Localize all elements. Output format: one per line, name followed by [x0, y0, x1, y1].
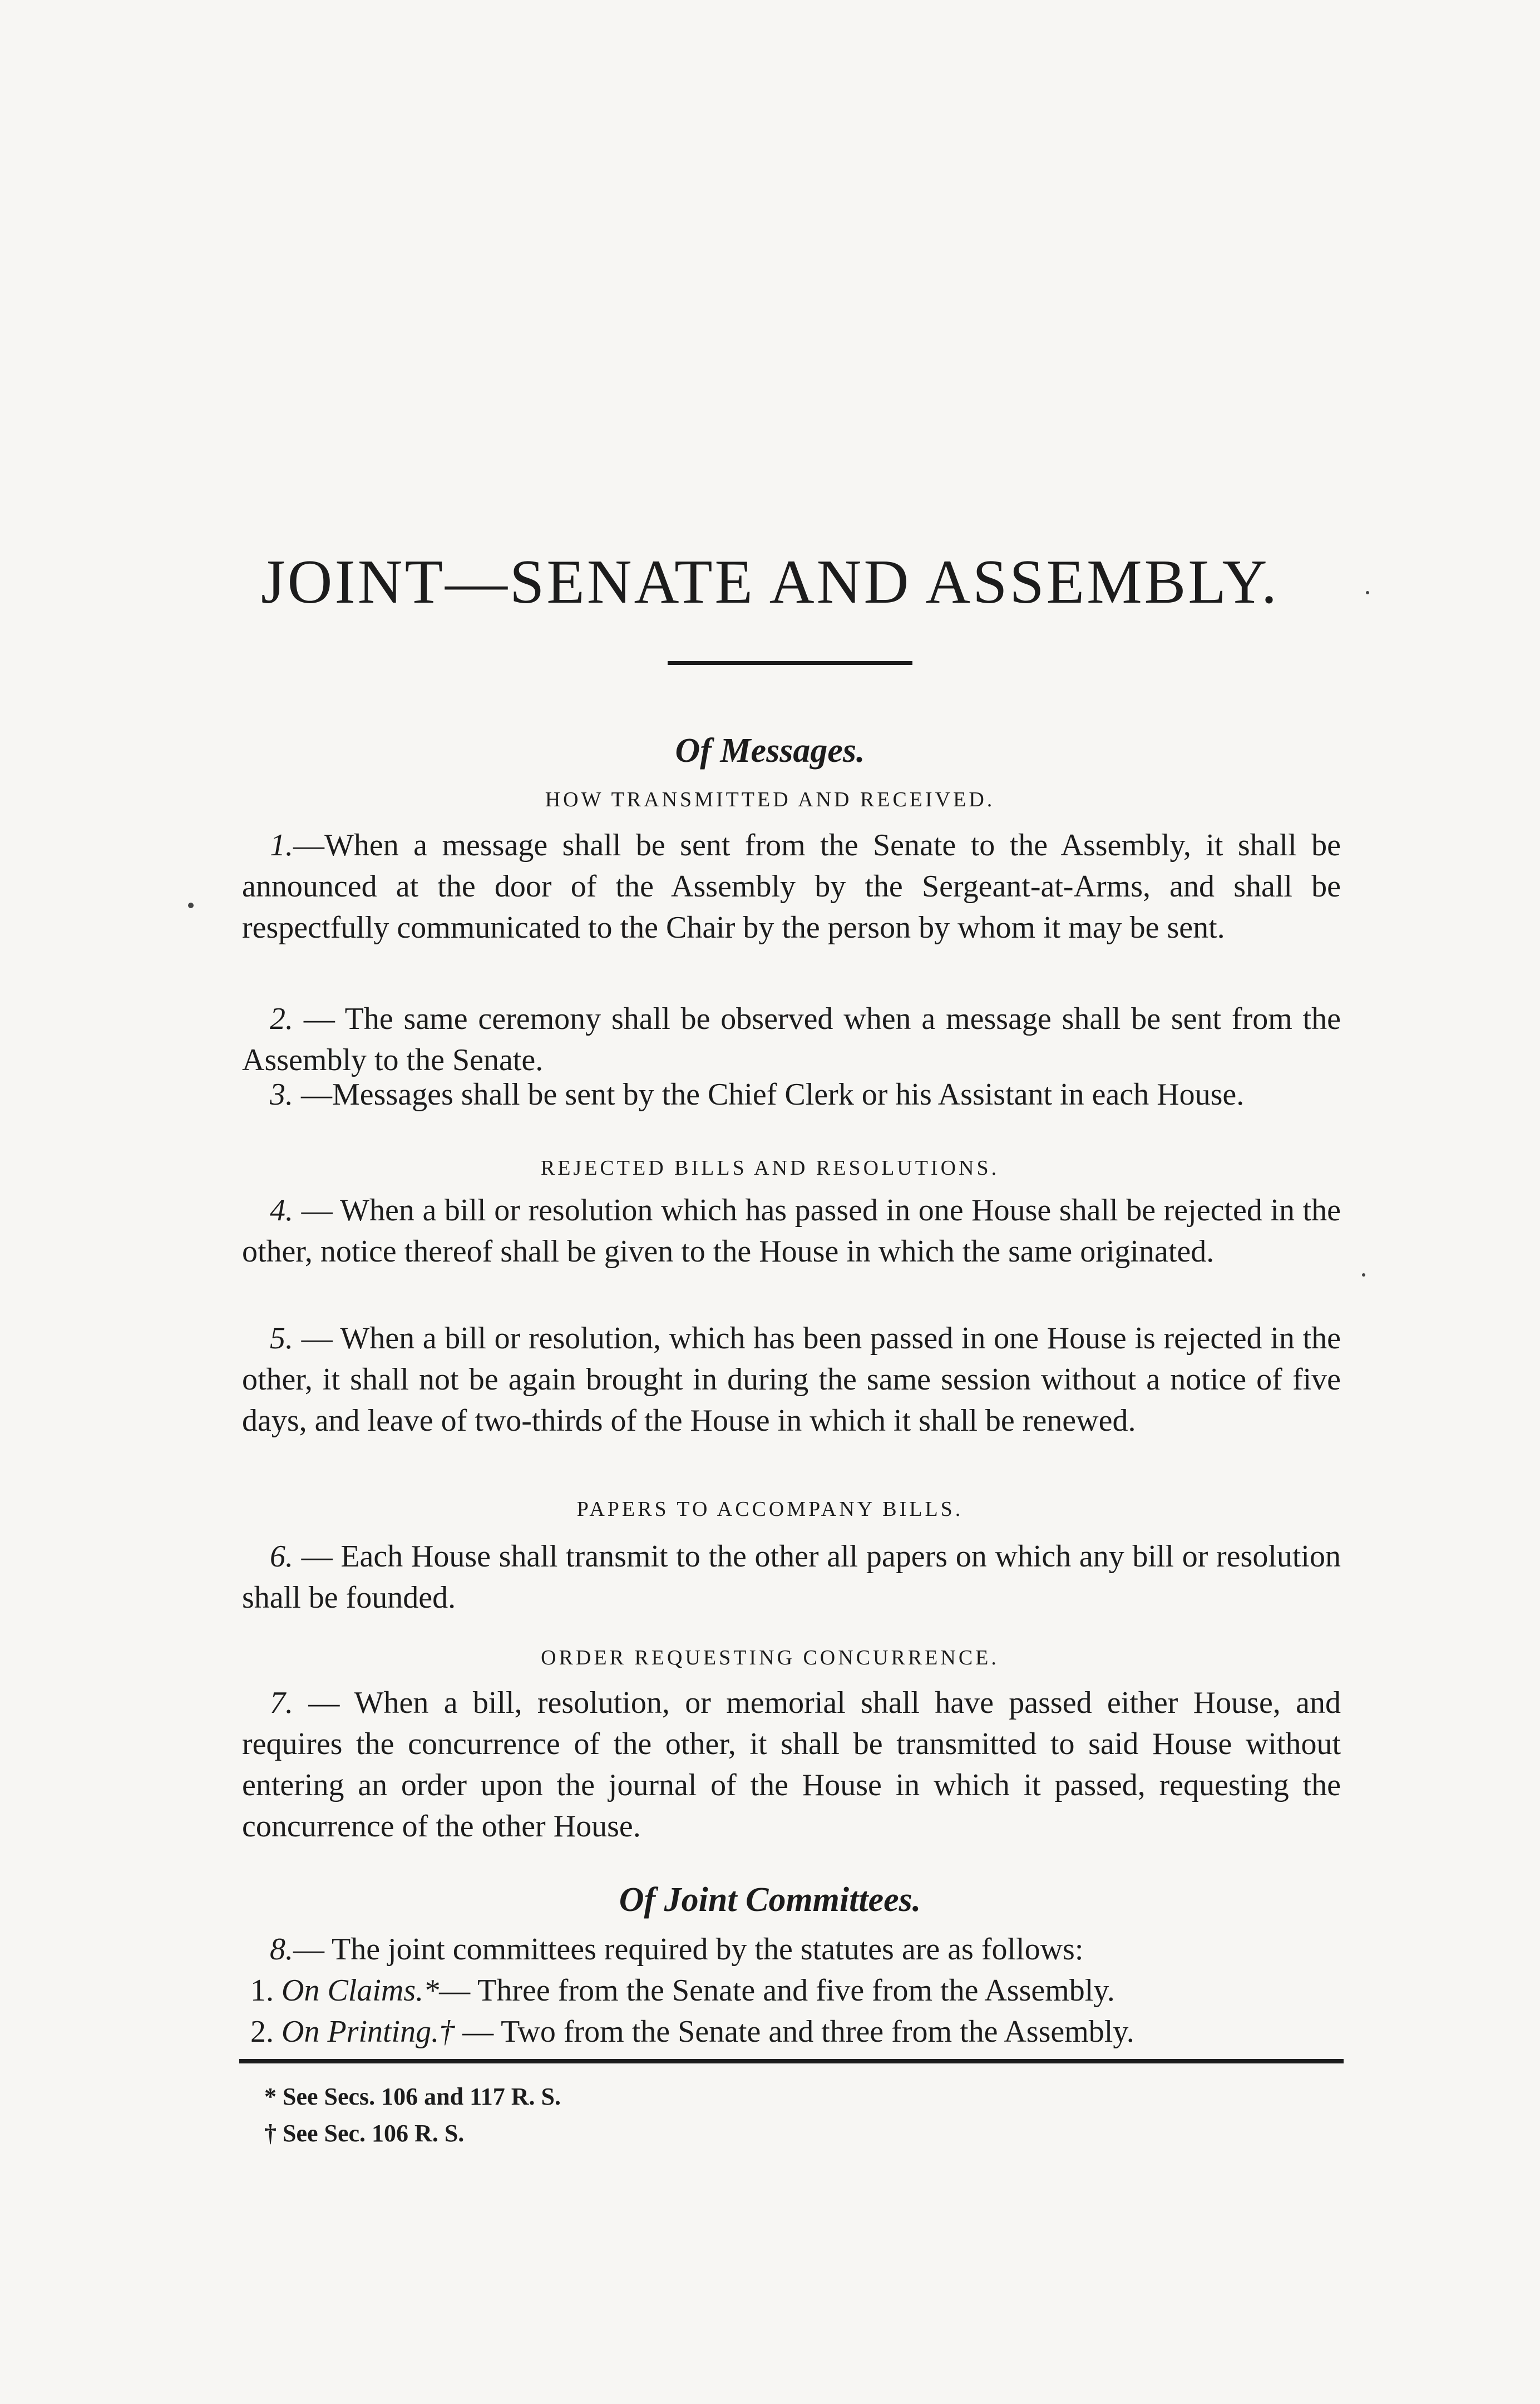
subheading-transmitted: HOW TRANSMITTED AND RECEIVED.	[545, 788, 995, 811]
paragraph-3-text: —Messages shall be sent by the Chief Clerk or his Assistant in each House.	[293, 1077, 1245, 1112]
paragraph-7-number: 7.	[270, 1686, 293, 1720]
paragraph-1-text: —When a message shall be sent from the Senate to the Assembly, it shall be announced at the door of the Assembly by the Sergeant-at-Arms, and shall be respectfully communicated to the Chair by the person by whom it may be sent.	[242, 828, 1341, 945]
list-item-claims-number: 1.	[250, 1973, 274, 2008]
paragraph-2-number: 2.	[270, 1002, 293, 1036]
subheading-rejected: REJECTED BILLS AND RESOLUTIONS.	[540, 1156, 1000, 1180]
subheading-concurrence: ORDER REQUESTING CONCURRENCE.	[541, 1646, 999, 1669]
paragraph-5-number: 5.	[270, 1321, 293, 1356]
heading-joint-committees: Of Joint Committees.	[619, 1881, 921, 1919]
print-speck	[188, 903, 194, 908]
list-item-claims	[250, 1970, 1341, 2011]
footnote-rule	[239, 2059, 1344, 2063]
list-item-printing-number: 2.	[250, 2014, 274, 2049]
list-item-printing-label: On Printing.†	[282, 2014, 455, 2049]
paragraph-8	[242, 1929, 1341, 1970]
paragraph-3	[242, 1074, 1341, 1115]
paragraph-6-number: 6.	[270, 1539, 293, 1574]
paragraph-5-text: — When a bill or resolution, which has been passed in one House is rejected in the other, it shall not be again brought in during the same session without a notice of five days, and leave of two-thirds of the House in which it shall be renewed.	[242, 1321, 1341, 1438]
paragraph-8-number: 8.	[270, 1932, 293, 1967]
subheading-papers: PAPERS TO ACCOMPANY BILLS.	[576, 1497, 964, 1521]
paragraph-7-text: — When a bill, resolution, or memorial shall have passed either House, and requires the concurrence of the other, it shall be transmitted to said House without entering an order upon the journal of the House in which it passed, requesting the concurrence of the other House.	[242, 1686, 1341, 1844]
paragraph-4-text: — When a bill or resolution which has passed in one House shall be rejected in the other, notice thereof shall be given to the House in which the same originated.	[242, 1193, 1341, 1269]
paragraph-2	[242, 998, 1341, 1081]
page-title: JOINT—SENATE AND ASSEMBLY.	[260, 548, 1280, 617]
print-speck	[1362, 1273, 1365, 1277]
heading-messages: Of Messages.	[675, 732, 865, 770]
paragraph-3-number: 3.	[270, 1077, 293, 1112]
paragraph-5	[242, 1318, 1341, 1441]
list-item-printing	[250, 2011, 1341, 2052]
list-item-printing-text: — Two from the Senate and three from the Assembly.	[455, 2014, 1134, 2049]
paragraph-4	[242, 1190, 1341, 1272]
paragraph-8-text: — The joint committees required by the statutes are as follows:	[293, 1932, 1084, 1967]
paragraph-1-number: 1.	[270, 828, 293, 863]
paragraph-6	[242, 1536, 1341, 1618]
paragraph-4-number: 4.	[270, 1193, 293, 1228]
list-item-claims-text: — Three from the Senate and five from the Assembly.	[439, 1973, 1115, 2008]
paragraph-7	[242, 1682, 1341, 1847]
footnote-2: † See Sec. 106 R. S.	[264, 2120, 465, 2147]
paragraph-6-text: — Each House shall transmit to the other all papers on which any bill or resolution shall be founded.	[242, 1539, 1341, 1615]
paragraph-2-text: — The same ceremony shall be observed when a message shall be sent from the Assembly to the Senate.	[242, 1002, 1341, 1077]
print-speck	[1366, 591, 1369, 594]
list-item-claims-label: On Claims.*	[282, 1973, 440, 2008]
footnote-1: * See Secs. 106 and 117 R. S.	[264, 2083, 561, 2110]
paragraph-1	[242, 825, 1341, 948]
title-rule	[668, 661, 912, 665]
